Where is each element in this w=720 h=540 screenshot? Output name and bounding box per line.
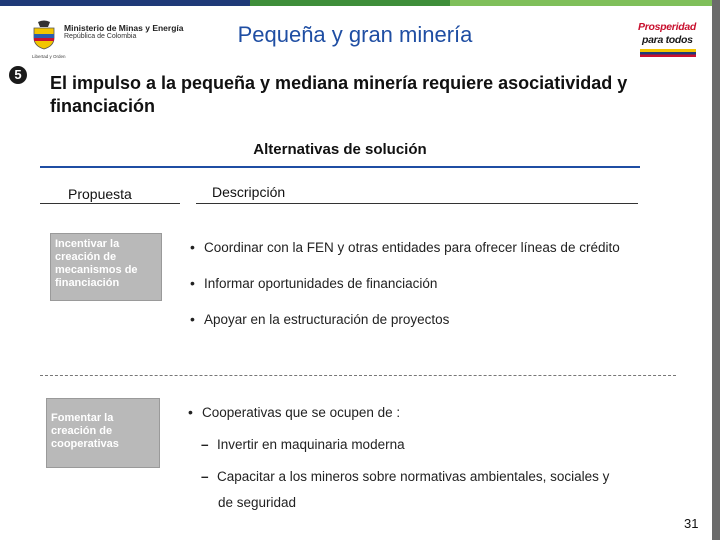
proposal-box-cooperatives: Fomentar la creación de cooperativas: [46, 398, 160, 468]
ministry-name: Ministerio de Minas y Energía: [64, 23, 184, 33]
slide-number-badge: 5: [9, 66, 27, 84]
logo-line-2: para todos: [642, 34, 693, 46]
logo-line-1: Prosperidad: [638, 21, 696, 33]
dash-icon: –: [201, 437, 209, 452]
bullet-item: [188, 404, 400, 420]
colombia-crest-icon: [30, 20, 58, 50]
bullet-dot-icon: •: [188, 404, 193, 420]
right-side-bar: [712, 0, 720, 540]
section-divider: [40, 375, 676, 376]
bullet-text: Informar oportunidades de financiación: [204, 276, 438, 291]
bullet-item: [190, 275, 437, 291]
ministry-logo: [30, 20, 190, 60]
sub-item-text: Capacitar a los mineros sobre normativas ambientales, sociales y: [217, 469, 610, 484]
page-number: 31: [684, 516, 699, 531]
bullet-dot-icon: •: [190, 311, 195, 327]
prosperidad-logo: [638, 20, 702, 60]
sub-item-continuation: de seguridad: [218, 495, 297, 510]
bullet-item: [190, 239, 620, 255]
proposal-box-financing: Incentivar la creación de mecanismos de financiación: [50, 233, 162, 301]
proposal-header-rule: [40, 203, 180, 204]
slide-heading: El impulso a la pequeña y mediana minería requiere asociatividad y financiación: [50, 73, 628, 116]
bullet-item: [190, 311, 449, 327]
title-underline: [40, 166, 640, 168]
alternatives-title: Alternativas de solución: [253, 141, 427, 158]
column-header-proposal: Propuesta: [68, 186, 132, 202]
sub-item: [201, 437, 405, 452]
dash-icon: –: [201, 469, 209, 484]
sub-item-text: Invertir en maquinaria moderna: [217, 437, 405, 452]
sub-item: [201, 469, 609, 484]
slide-title: Pequeña y gran minería: [237, 22, 473, 47]
ministry-subtitle: República de Colombia: [64, 33, 137, 40]
top-color-bar: [0, 0, 720, 6]
bullet-text: Apoyar en la estructuración de proyectos: [204, 312, 450, 327]
bullet-text: Cooperativas que se ocupen de :: [202, 405, 401, 420]
bullet-dot-icon: •: [190, 275, 195, 291]
crest-caption: Libertad y Orden: [32, 54, 66, 59]
bullet-text: Coordinar con la FEN y otras entidades para ofrecer líneas de crédito: [204, 240, 620, 255]
column-header-description: Descripción: [212, 184, 286, 200]
description-header-rule: [196, 203, 638, 204]
flag-stripes-icon: [640, 49, 696, 57]
bullet-dot-icon: •: [190, 239, 195, 255]
